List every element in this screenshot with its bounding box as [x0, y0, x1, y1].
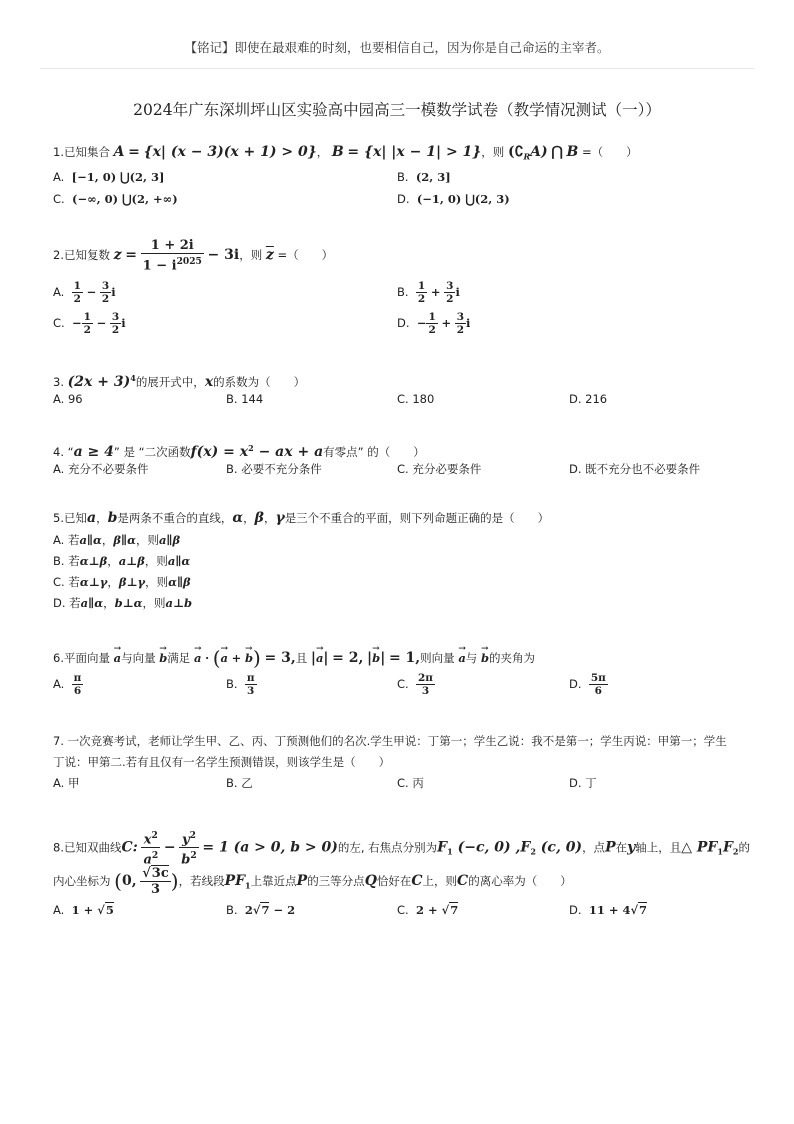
question-8-line2: 内心坐标为 (0, $\frac{√3c}{3}$ )，若线段$PF_1$上靠近点P的三等分点Q恰好在C上，则C的离心率为（ ） [53, 866, 572, 897]
option-a: A. $\frac{\pi}{6}$ [53, 672, 82, 697]
option-a: A. [−1, 0) ⋃(2, 3] [53, 170, 165, 184]
option-b: B. 乙 [226, 776, 253, 790]
question-5-stem: 5.已知a，b是两条不重合的直线，α，β，γ是三个不重合的平面，则下列命题正确的是（ ） [53, 510, 550, 526]
option-d: D. (−1, 0) ⋃(2, 3) [397, 192, 510, 206]
question-6-stem: 6.平面向量 → a与向量 → b满足 → a · (→ a + → b) = 3,且 |→ a| = 2, |→ b| = 1,则向量 → a与 → b的夹角为 [53, 647, 753, 666]
option-b: B. 2√7 − 2 [226, 903, 296, 917]
question-3-stem: 3. $(2x + 3)^4$的展开式中，x的系数为（ ） [53, 373, 306, 390]
option-c: C. − $\frac{1}{2}$ − $\frac{3}{2}$ i [53, 311, 126, 336]
question-2-stem: 2.已知复数 z = $\frac{1 + 2i}{1 - i^{2025}}$ − 3i，则 $\overline{z}$ =（ ） [53, 238, 334, 274]
question-4-stem: 4. “a ≥ 4” 是 “二次函数$f(x) = x^2$ − ax + a有零点” 的（ ） [53, 443, 425, 460]
option-b: B. 必要不充分条件 [226, 462, 322, 476]
option-c: C. 丙 [397, 776, 424, 790]
motto-header: 【铭记】即使在最艰难的时刻，也要相信自己，因为你是自己命运的主宰者。 [184, 40, 610, 55]
option-d: D. − $\frac{1}{2}$ + $\frac{3}{2}$ i [397, 311, 471, 336]
option-d: D. 216 [569, 392, 608, 406]
option-a: A. 1 + √5 [53, 903, 114, 917]
option-a: A. $\frac{1}{2}$ − $\frac{3}{2}$ i [53, 280, 116, 305]
exam-title: 2024年广东深圳坪山区实验高中园高三一模数学试卷（教学情况测试（一）） [133, 101, 661, 119]
option-c: C. 充分必要条件 [397, 462, 482, 476]
option-b: B. $\frac{\pi}{3}$ [226, 672, 255, 697]
option-a: A. 充分不必要条件 [53, 462, 149, 476]
complex-fraction: $\frac{1 + 2i}{1 - i^{2025}}$ [142, 238, 202, 274]
option-b: B. (2, 3] [397, 170, 451, 184]
option-b: B. $\frac{1}{2}$ + $\frac{3}{2}$ i [397, 280, 460, 305]
question-7-line2: 丁说：甲第二.若有且仅有一名学生预测错误，则该学生是（ ） [53, 755, 391, 769]
option-d: D. 丁 [569, 776, 597, 790]
option-d: D. 11 + 4√7 [569, 903, 648, 917]
question-8-line1: 8.已知双曲线C: $\frac{x^2}{a^2}$ − $\frac{y^2}{b^2}$ = 1 (a > 0, b > 0)的左, 右焦点分别为$F_1$ (−c, 0) $,F_2$ (c, 0)，点P在y轴上，且△ $PF_1F_2$的 [53, 830, 751, 868]
option-a: A. 96 [53, 392, 83, 406]
option-d: D. 既不充分也不必要条件 [569, 462, 701, 476]
option-b: B. 144 [226, 392, 264, 406]
header-divider [40, 68, 754, 69]
option-a: A. 甲 [53, 776, 80, 790]
option-c: C. 2 + √7 [397, 903, 459, 917]
option-c: C. 180 [397, 392, 435, 406]
question-1-stem: 1.已知集合 A = {x| (x − 3)(x + 1) > 0}， B = {x| |x − 1| > 1}，则 $(∁_RA)$ ⋂ B =（ ） [53, 144, 638, 162]
option-d: D. $\frac{5\pi}{6}$ [569, 672, 606, 697]
option-c: C. $\frac{2\pi}{3}$ [397, 672, 433, 697]
option-c: C. (−∞, 0) ⋃(2, +∞) [53, 192, 178, 206]
question-7-line1: 7. 一次竞赛考试，老师让学生甲、乙、丙、丁预测他们的名次.学生甲说：丁第一；学生乙说：我不是第一；学生丙说：甲第一；学生 [53, 734, 727, 748]
